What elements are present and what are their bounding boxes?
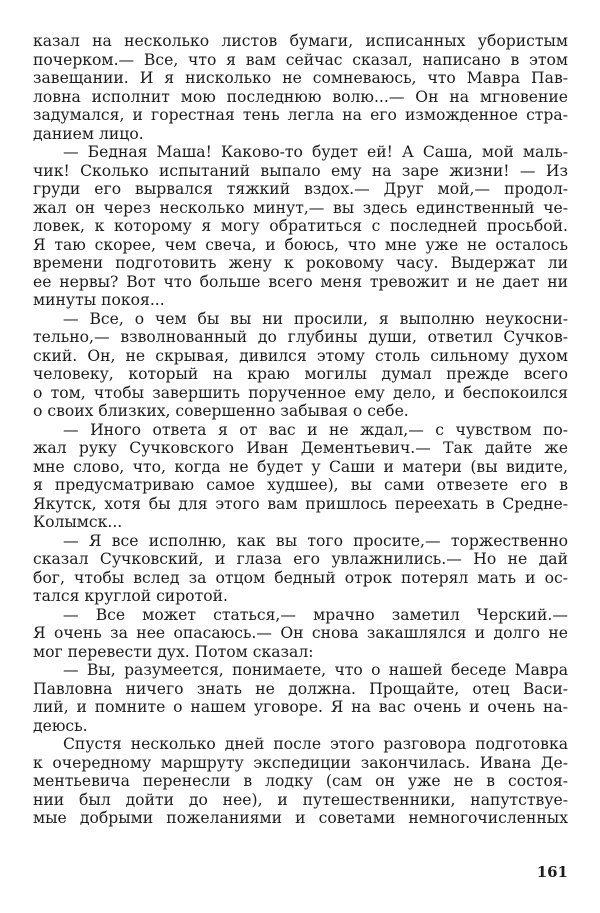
text-line: времени подготовить жену к роковому часу. Выдержат ли bbox=[33, 254, 568, 272]
text-line: мые добрыми пожеланиями и советами немногочисленных bbox=[33, 809, 568, 827]
text-line: к очередному маршруту экспедиции закончилась. Ивана Де- bbox=[33, 753, 568, 772]
text-line: Якутск, хотя бы для этого вам пришлось переехать в Средне- bbox=[33, 494, 568, 513]
text-line: завещании. И я нисколько не сомневаюсь, что Мавра Пав- bbox=[33, 69, 568, 87]
text-line: Спустя несколько дней после этого разговора подготовка bbox=[63, 735, 568, 753]
text-line: казал на несколько листов бумаги, исписанных убористым bbox=[33, 32, 568, 50]
text-line: минуты покоя... bbox=[33, 291, 165, 309]
text-line: Я очень за нее опасаюсь.— Он снова закашлялся и долго не bbox=[33, 624, 568, 642]
page-number: 161 bbox=[536, 863, 568, 881]
paragraph bbox=[33, 661, 568, 735]
text-line: я предусматриваю самое худшее), вы сами отвезете его в bbox=[33, 476, 568, 494]
text-line: — Иного ответа я от вас и не ждал,— с чувством по- bbox=[63, 420, 568, 439]
text-line: деюсь. bbox=[33, 716, 88, 735]
paragraph bbox=[33, 532, 568, 606]
text-line: тался круглой сиротой. bbox=[33, 587, 228, 605]
paragraph bbox=[33, 143, 568, 310]
text-line: задумался, и горестная тень легла на его изможденное стра- bbox=[33, 106, 568, 124]
text-line: лий, и помните о нашем уговоре. Я на вас очень и очень на- bbox=[33, 698, 568, 716]
text-line: жал он через несколько минут,— вы здесь единственный че- bbox=[33, 198, 568, 217]
paragraph bbox=[33, 735, 568, 828]
text-line: — Все, о чем бы вы ни просили, я выполню неукосни- bbox=[63, 309, 568, 328]
text-line: ловек, к которому я могу обратиться с последней просьбой. bbox=[33, 217, 568, 235]
text-line: бог, чтобы вслед за отцом бедный отрок потерял мать и ос- bbox=[33, 568, 568, 587]
text-line: Я таю скорее, чем свеча, и боюсь, что мне уже не осталось bbox=[33, 235, 568, 254]
text-line: Колымск... bbox=[33, 513, 123, 531]
text-line: ловна исполнит мою последнюю волю...— Он на мгновение bbox=[33, 87, 568, 106]
paragraph bbox=[33, 606, 568, 662]
text-line: — Я все исполню, как вы того просите,— торжественно bbox=[63, 531, 568, 550]
text-line: мне слово, что, когда не будет у Саши и матери (вы видите, bbox=[33, 457, 568, 476]
text-line: — Вы, разумеется, понимаете, что о нашей беседе Мавра bbox=[63, 661, 568, 679]
paragraph bbox=[33, 421, 568, 532]
text-line: данием лицо. bbox=[33, 124, 144, 143]
text-line: жал руку Сучковского Иван Дементьевич.— Так дайте же bbox=[33, 439, 568, 457]
text-line: почерком.— Все, что я вам сейчас сказал, написано в этом bbox=[33, 50, 568, 69]
text-line: — Бедная Маша! Каково-то будет ей! А Саша, мой маль- bbox=[63, 143, 568, 161]
paragraph bbox=[33, 310, 568, 421]
text-line: нии был дойти до нее), и путешественники, напутствуе- bbox=[33, 790, 568, 809]
text-line: Павловна ничего знать не должна. Прощайте, отец Васи- bbox=[33, 679, 568, 698]
text-line: — Все может статься,— мрачно заметил Черский.— bbox=[63, 605, 568, 624]
text-line: груди его вырвался тяжкий вздох.— Друг мой,— продол- bbox=[33, 180, 568, 198]
text-line: о том, чтобы завершить порученное ему дело, и беспокоился bbox=[33, 383, 568, 402]
text-line: ский. Он, не скрывая, дивился этому столь сильному духом bbox=[33, 346, 568, 365]
text-line: ментьевича перенесли в лодку (сам он уже не в состоя- bbox=[33, 772, 568, 790]
text-line: о своих близких, совершенно забывая о себе. bbox=[33, 402, 409, 420]
book-page-text bbox=[33, 32, 568, 828]
text-line: ее нервы? Вот что больше всего меня тревожит и не дает ни bbox=[33, 272, 568, 291]
text-line: сказал Сучковский, и глаза его увлажнились.— Но не дай bbox=[33, 550, 568, 568]
text-line: человеку, который на краю могилы думал прежде всего bbox=[33, 365, 568, 383]
text-line: тельно,— взволнованный до глубины души, ответил Сучков- bbox=[33, 328, 568, 346]
paragraph bbox=[33, 32, 568, 143]
text-line: чик! Сколько испытаний выпало ему на заре жизни! — Из bbox=[33, 161, 568, 180]
text-line: мог перевести дух. Потом сказал: bbox=[33, 642, 314, 661]
